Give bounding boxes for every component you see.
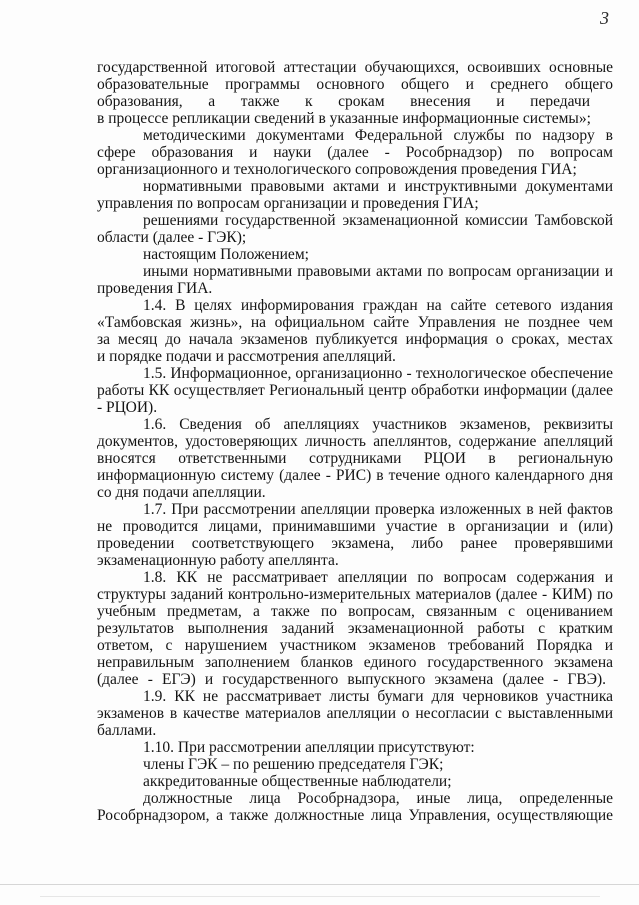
text-line: экзаменов в качестве материалов апелляции о несогласии с выставленными xyxy=(97,705,613,722)
text-line: настоящим Положением; xyxy=(143,246,309,263)
text-line: и порядке подачи и рассмотрения апелляций. xyxy=(97,348,396,365)
text-line: образования, а также к срокам внесения и передачи xyxy=(97,93,590,110)
text-line: не проводится лицами, принимавшими участие в организации и (или) xyxy=(97,518,613,535)
scan-edge-line xyxy=(0,884,639,885)
text-line: учебным предметам, а также по вопросам, связанным с оцениванием xyxy=(97,603,613,620)
text-line: сфере образования и науки (далее - Рособрнадзор) по вопросам xyxy=(97,144,613,161)
text-line: - РЦОИ). xyxy=(97,399,158,416)
text-line: ответом, с нарушением участником экзаменов требований Порядка и xyxy=(97,637,613,654)
scan-edge-line xyxy=(40,896,600,897)
text-line: информационную систему (далее - РИС) в течение одного календарного дня xyxy=(97,467,613,484)
text-line: экзаменационную работу апеллянта. xyxy=(97,552,339,569)
text-line: Рособрнадзором, а также должностные лица Управления, осуществляющие xyxy=(97,807,613,824)
text-line: 1.4. В целях информирования граждан на сайте сетевого издания xyxy=(143,297,613,314)
text-line: аккредитованные общественные наблюдатели; xyxy=(143,773,452,790)
text-line: вносятся ответственными сотрудниками РЦОИ в региональную xyxy=(97,450,613,467)
document-body xyxy=(97,59,613,824)
text-line: 1.5. Информационное, организационно - технологическое обеспечение xyxy=(143,365,613,382)
text-line: результатов выполнения заданий экзаменационной работы с кратким xyxy=(97,620,613,637)
text-line: члены ГЭК – по решению председателя ГЭК; xyxy=(143,756,444,773)
text-line: области (далее - ГЭК); xyxy=(97,229,247,246)
text-line: 1.9. КК не рассматривает листы бумаги для черновиков участника xyxy=(143,688,613,705)
text-line: 1.7. При рассмотрении апелляции проверка изложенных в ней фактов xyxy=(143,501,613,518)
text-line: должностные лица Рособрнадзора, иные лица, определенные xyxy=(143,790,613,807)
text-line: управления по вопросам организации и проведения ГИА; xyxy=(97,195,479,212)
text-line: проведении соответствующего экзамена, либо ранее проверявшими xyxy=(97,535,613,552)
text-line: 1.6. Сведения об апелляциях участников экзаменов, реквизиты xyxy=(143,416,613,433)
text-line: со дня подачи апелляции. xyxy=(97,484,266,501)
text-line: «Тамбовская жизнь», на официальном сайте Управления не позднее чем xyxy=(97,314,613,331)
text-line: организационного и технологического сопровождения проведения ГИА; xyxy=(97,161,577,178)
text-line: неправильным заполнением бланков единого государственного экзамена xyxy=(97,654,613,671)
text-line: за месяц до начала экзаменов публикуется информация о сроках, местах xyxy=(97,331,613,348)
text-line: структуры заданий контрольно-измерительных материалов (далее - КИМ) по xyxy=(97,586,613,603)
text-line: 1.8. КК не рассматривает апелляции по вопросам содержания и xyxy=(143,569,613,586)
text-line: нормативными правовыми актами и инструктивными документами xyxy=(143,178,613,195)
text-line: методическими документами Федеральной службы по надзору в xyxy=(143,127,613,144)
text-line: 1.10. При рассмотрении апелляции присутствуют: xyxy=(143,739,475,756)
text-line: документов, удостоверяющих личность апеллянтов, содержание апелляций xyxy=(97,433,613,450)
text-line: (далее - ЕГЭ) и государственного выпускного экзамена (далее - ГВЭ). xyxy=(97,671,606,688)
text-line: решениями государственной экзаменационной комиссии Тамбовской xyxy=(143,212,613,229)
text-line: проведения ГИА. xyxy=(97,280,213,297)
text-line: в процессе репликации сведений в указанные информационные системы»; xyxy=(97,110,591,127)
text-line: государственной итоговой аттестации обучающихся, освоивших основные xyxy=(97,59,613,76)
text-line: работы КК осуществляет Региональный центр обработки информации (далее xyxy=(97,382,613,399)
text-line: баллами. xyxy=(97,722,157,739)
page-number: 3 xyxy=(600,8,609,28)
text-line: иными нормативными правовыми актами по вопросам организации и xyxy=(143,263,613,280)
text-line: образовательные программы основного общего и среднего общего xyxy=(97,76,613,93)
